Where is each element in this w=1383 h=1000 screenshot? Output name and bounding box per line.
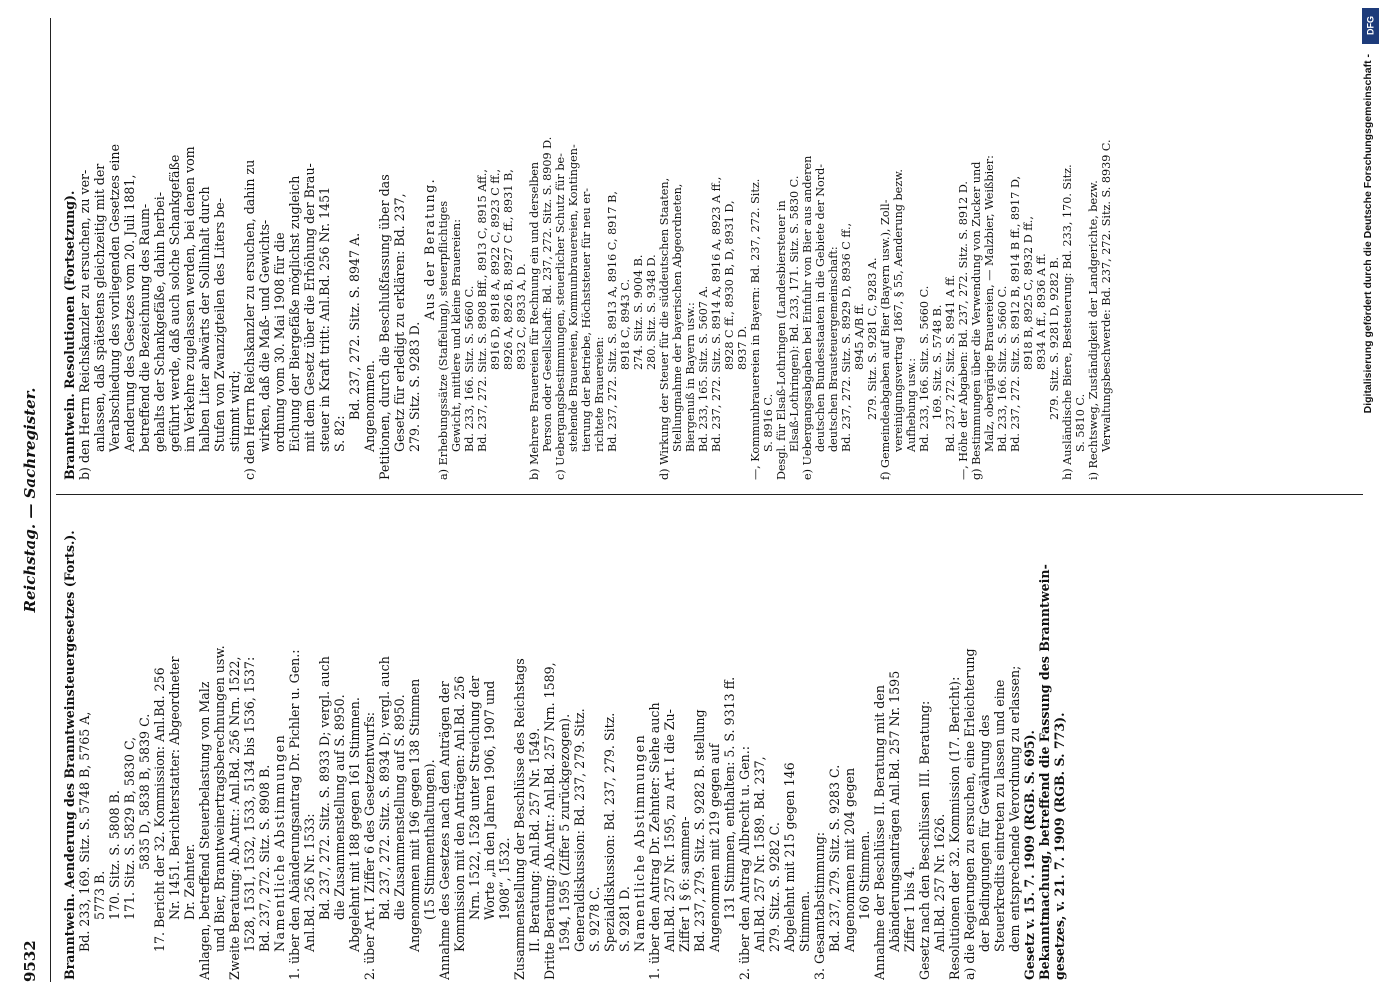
index-line: Annahme des Gesetzes nach den Anträgen der bbox=[437, 681, 452, 980]
index-line: Bd. 233, 165. Sitz. S. 5607 A. bbox=[697, 285, 710, 452]
index-line: 279. Sitz. S. 9282 C. bbox=[767, 822, 782, 952]
index-line: S. 8916 C. bbox=[762, 393, 775, 452]
index-line: Dritte Beratung: Ab.Antr.: Anl.Bd. 257 Nrn. 1589, bbox=[542, 662, 557, 980]
index-line: Namentliche Abstimmungen bbox=[632, 733, 647, 952]
header-rule bbox=[50, 18, 51, 982]
index-line: Spezialdiskussion: Bd. 237, 279. Sitz. bbox=[602, 712, 617, 952]
index-line: Abänderungsanträgen Anl.Bd. 257 Nr. 1595 bbox=[887, 670, 902, 952]
index-line: Resolutionen der 32. Kommission (17. Bericht): bbox=[947, 676, 962, 980]
index-line: wirken, daß die Maß- und Gewichts- bbox=[257, 219, 272, 452]
index-line: Bd. 233, 166. Sitz. S. 5660 C. bbox=[996, 285, 1009, 452]
index-line: Stufen von Zwanzigteilen des Liters be- bbox=[212, 198, 227, 452]
index-line: Nrn. 1522, 1528 unter Streichung der bbox=[467, 675, 482, 920]
index-line: Nr. 1451. Berichterstatter: Abgeordneter bbox=[167, 656, 182, 920]
index-line: i) Rechtsweg, Zuständigkeit der Landgerichte, bezw. bbox=[1087, 180, 1100, 480]
index-line: dem entsprechende Verordnung zu erlassen; bbox=[1007, 665, 1022, 952]
index-line: Verabschiedung des vorliegenden Gesetzes eine bbox=[107, 144, 122, 452]
index-line: S. 5810 C. bbox=[1074, 393, 1087, 452]
funding-note: Digitalisierung gefördert durch die Deutsche Forschungsgemeinschaft - bbox=[1362, 54, 1374, 414]
page-number: 9532 bbox=[21, 940, 39, 982]
index-line: stimmt wird; bbox=[227, 370, 242, 452]
index-line: Stimmen. bbox=[797, 890, 812, 952]
index-line: Petitionen, durch die Beschlußfassung über das bbox=[377, 174, 392, 480]
index-line: Anlagen, betreffend Steuerbelastung von Malz bbox=[197, 681, 212, 980]
index-line: Anl.Bd. 257 Nr. 1595, zu Art. I die Zu- bbox=[662, 709, 677, 952]
index-line: Bd. 237, 272. Sitz. S. 8914 A, 8916 A, 8923 A ff., bbox=[710, 176, 723, 452]
index-line: Bd. 237, 272. Sitz. S. 8908 Bff., 8913 C, 8915 Aff., bbox=[476, 169, 489, 452]
index-line: Bd. 237, 272. Sitz. S. 8908 B. bbox=[257, 764, 272, 952]
index-line: Person oder Gesellschaft: Bd. 237, 272. Sitz. S. 8909 D. bbox=[541, 136, 554, 452]
index-line: Gesetz v. 15. 7. 1909 (RGB. S. 695). bbox=[1022, 730, 1037, 980]
index-line: Kommission mit den Anträgen: Anl.Bd. 256 bbox=[452, 675, 467, 952]
index-line: Worte „in den Jahren 1906, 1907 und bbox=[482, 680, 497, 920]
index-line: Bd. 237, 272. Sitz. S. 8934 D; vergl. auch bbox=[377, 656, 392, 920]
index-line: g) Bestimmungen über die Verwendung von Zucker und bbox=[970, 161, 983, 480]
index-line: Bd. 237, 272. Sitz. S. 8933 D; vergl. auch bbox=[317, 656, 332, 920]
page-header bbox=[12, 18, 48, 982]
index-line: die Zusammenstellung auf S. 8950. bbox=[392, 694, 407, 920]
index-line: 8918 C, 8943 C. bbox=[619, 278, 632, 370]
index-line: d) Wirkung der Steuer für die süddeutschen Staaten, bbox=[658, 177, 671, 480]
index-line: a) die Regierungen zu ersuchen, eine Erleichterung bbox=[962, 648, 977, 980]
dfg-margin bbox=[1358, 0, 1383, 1000]
index-line: Bd. 237, 279. Sitz. S. 9282 B. stellung bbox=[692, 709, 707, 952]
index-line: c) den Herrn Reichskanzler zu ersuchen, dahin zu bbox=[242, 159, 257, 480]
index-line: Angenommen mit 219 gegen auf bbox=[707, 743, 722, 952]
index-line: ordnung vom 30. Mai 1908 für die bbox=[272, 232, 287, 452]
index-line: halben Liter abwärts der Sollinhalt durch bbox=[197, 186, 212, 452]
index-line: Desgl. für Elsaß-Lothringen (Landesbiersteuer in bbox=[775, 200, 788, 480]
index-line: Bd. 237, 272. Sitz. S. 8913 A, 8916 C, 8917 B, bbox=[606, 191, 619, 452]
index-line: Zusammenstellung der Beschlüsse des Reichstags bbox=[512, 658, 527, 980]
index-line: Bd. 237, 272. Sitz. S. 8912 B, 8914 B ff., 8917 D, bbox=[1009, 175, 1022, 452]
index-line: der Bedingungen für Gewährung des bbox=[977, 714, 992, 952]
index-line: Bekanntmachung, betreffend die Fassung des Branntwein- bbox=[1037, 564, 1052, 980]
index-line: b) Mehrere Brauereien für Rechnung ein und derselben bbox=[528, 161, 541, 480]
index-line: stehende Brauereien, Kommunbrauereien, Kontingen- bbox=[567, 144, 580, 452]
index-line: geführt werde, daß auch solche Schankgefäße bbox=[167, 154, 182, 452]
column-divider bbox=[56, 494, 1363, 495]
index-line: Ziffer 1 bis 4. bbox=[902, 866, 917, 952]
index-line: Branntwein. Resolutionen (Fortsetzung). bbox=[62, 190, 77, 480]
index-line: 169. Sitz. S. 5748 B. bbox=[931, 304, 944, 420]
index-line: 8937 D. bbox=[736, 325, 749, 370]
index-line: II. Beratung: Anl.Bd. 257 Nr. 1549. bbox=[527, 727, 542, 952]
index-line: a) Erhebungssätze (Staffelung), steuerpflichtiges bbox=[437, 200, 450, 480]
index-line: die Zusammenstellung auf S. 8950. bbox=[332, 694, 347, 920]
index-line: S. 9278 C. bbox=[587, 886, 602, 952]
index-line: h) Ausländische Biere, Besteuerung: Bd. 233, 170. Sitz. bbox=[1061, 164, 1074, 480]
index-line: Angenommen. bbox=[362, 360, 377, 452]
index-line: 8926 A, 8926 B, 8927 C ff., 8931 B, bbox=[502, 169, 515, 370]
index-line: betreffend die Bezeichnung des Raum- bbox=[137, 203, 152, 452]
index-line: S. 9281 D. bbox=[617, 886, 632, 952]
index-line: b) den Herrn Reichskanzler zu ersuchen, zu ver- bbox=[77, 169, 92, 480]
index-line: Bd. 233, 169. Sitz. S. 5748 B, 5765 A, bbox=[77, 711, 92, 952]
index-line: f) Gemeindeabgaben auf Bier (Bayern usw.), Zoll- bbox=[879, 199, 892, 480]
index-line: 1. über den Antrag Dr. Zehnter: Siehe auch bbox=[647, 702, 662, 980]
index-line: gehalts der Schankgefäße, dahin herbei- bbox=[152, 191, 167, 452]
index-line: Bd. 237, 272. Sitz. S. 8929 D, 8936 C ff., bbox=[840, 222, 853, 452]
index-line: Anl.Bd. 256 Nr. 1533: bbox=[302, 813, 317, 952]
index-line: Verwaltungsbeschwerde: Bd. 237, 272. Sitz. S. 8939 C. bbox=[1100, 139, 1113, 452]
index-line: Angenommen mit 204 gegen bbox=[842, 767, 857, 952]
index-line: 279. Sitz. S. 9283 D. bbox=[407, 321, 422, 452]
index-line: 1594, 1595 (Ziffer 5 zurückgezogen). bbox=[557, 713, 572, 952]
index-line: im Verkehre zugelassen werden, bei denen vom bbox=[182, 146, 197, 452]
index-line: Abgelehnt mit 188 gegen 161 Stimmen. bbox=[347, 697, 362, 952]
index-line: 171. Sitz. S. 5829 B, 5830 C, bbox=[122, 736, 137, 920]
index-line: Angenommen mit 196 gegen 138 Stimmen bbox=[407, 678, 422, 952]
index-line: 279. Sitz. S. 9281 D, 9282 B. bbox=[1048, 256, 1061, 420]
index-line: Branntwein. Aenderung des Branntweinsteuergesetzes (Forts.). bbox=[62, 530, 77, 980]
index-line: Eichung der Biergefäße möglichst zugleich bbox=[287, 175, 302, 452]
index-line: Anl.Bd. 257 Nr. 1626. bbox=[932, 813, 947, 952]
index-line: 8934 A ff., 8936 A ff. bbox=[1035, 253, 1048, 370]
index-line: und Bier, Branntweinertragsberechnungen usw. bbox=[212, 645, 227, 952]
left-column bbox=[62, 510, 1369, 980]
index-line: richtete Brauereien: bbox=[593, 336, 606, 452]
index-line: Namentliche Abstimmungen bbox=[272, 733, 287, 952]
index-line: 1. über den Abänderungsantrag Dr. Pichler u. Gen.: bbox=[287, 649, 302, 980]
index-line: 5773 B. bbox=[92, 870, 107, 920]
index-line: 8932 C, 8933 A, D. bbox=[515, 263, 528, 370]
index-line: Bd. 233, 166. Sitz. S. 5660 C. bbox=[463, 285, 476, 452]
index-line: 17. Bericht der 32. Kommission: Anl.Bd. 256 bbox=[152, 667, 167, 952]
page-title: Reichstag. — Sachregister. bbox=[21, 387, 39, 613]
index-line: Aufhebung usw.: bbox=[905, 357, 918, 452]
index-line: 3. Gesamtabstimmung: bbox=[812, 831, 827, 980]
index-line: Dr. Zehnter. bbox=[182, 843, 197, 920]
index-line: vereinigungsvertrag 1867, § 55, Aenderung bezw. bbox=[892, 169, 905, 452]
index-line: Anl.Bd. 257 Nr. 1589. Bd. 237, bbox=[752, 756, 767, 952]
index-line: Bd. 233, 166. Sitz. S. 5660 C. bbox=[918, 285, 931, 452]
index-line: Generaldiskussion: Bd. 237, 279. Sitz. bbox=[572, 708, 587, 952]
index-line: 2. über den Antrag Albrecht u. Gen.: bbox=[737, 745, 752, 980]
index-line: —, Kommunbrauereien in Bayern: Bd. 237, 272. Sitz. bbox=[749, 178, 762, 480]
index-line: 131 Stimmen, enthalten: 5. S. 9313 ff. bbox=[722, 676, 737, 920]
index-line: Abgelehnt mit 215 gegen 146 bbox=[782, 762, 797, 952]
index-line: S. 82: bbox=[332, 415, 347, 452]
index-line: 5835 D, 5838 B, 5839 C. bbox=[137, 713, 152, 870]
index-line: anlassen, daß spätestens gleichzeitig mit der bbox=[92, 163, 107, 452]
index-line: Zweite Beratung: Ab.Antr.: Anl.Bd. 256 Nrn. 1522, bbox=[227, 656, 242, 980]
index-line: 8918 B, 8925 C, 8932 D ff., bbox=[1022, 216, 1035, 370]
dfg-logo: DFG bbox=[1362, 8, 1379, 44]
index-line: Bd. 237, 279. Sitz. S. 9283 C. bbox=[827, 764, 842, 952]
index-line: 280. Sitz. S. 9348 D. bbox=[645, 254, 658, 370]
index-line: c) Uebergangsbestimmungen, steuerlicher Schutz für be- bbox=[554, 153, 567, 480]
index-line: gesetzes, v. 21. 7. 1909 (RGB. S. 773). bbox=[1052, 712, 1067, 980]
right-column bbox=[62, 18, 1369, 480]
index-line: deutschen Brausteuergemeinschaft: bbox=[827, 246, 840, 452]
index-line: Gesetz nach den Beschlüssen III. Beratung: bbox=[917, 700, 932, 980]
index-line: 1528, 1531, 1532, 1533, 5134 bis 1536, 1537: bbox=[242, 656, 257, 952]
index-line: deutschen Bundesstaaten in die Gebiete der Nord- bbox=[814, 163, 827, 452]
index-line: 274. Sitz. S. 9004 B. bbox=[632, 254, 645, 370]
index-line: 8916 D, 8918 A, 8922 C, 8923 C ff., bbox=[489, 168, 502, 370]
index-line: Elsaß-Lothringen): Bd. 233, 171. Sitz. S. 5830 C. bbox=[788, 175, 801, 452]
index-line: 279. Sitz. S. 9281 C, 9283 A. bbox=[866, 257, 879, 420]
index-line: Gewicht, mittlere und kleine Brauereien: bbox=[450, 219, 463, 452]
index-line: 1908“, 1532. bbox=[497, 837, 512, 920]
index-line: e) Uebergangsabgaben bei Einfuhr von Bier aus anderen bbox=[801, 155, 814, 480]
index-line: Stellungnahme der bayerischen Abgeordneten, bbox=[671, 183, 684, 452]
index-line: 160 Stimmen. bbox=[857, 830, 872, 920]
index-line: Ziffer 1 § 6: sammen- bbox=[677, 816, 692, 952]
index-line: (15 Stimmenthaltungen). bbox=[422, 759, 437, 920]
index-line: —, Höhe der Abgaben: Bd. 237, 272. Sitz. S. 8912 D. bbox=[957, 181, 970, 480]
index-line: Gesetz für erledigt zu erklären: Bd. 237, bbox=[392, 193, 407, 452]
index-line: 170. Sitz. S. 5808 B. bbox=[107, 790, 122, 920]
index-line: 2. über Art. I Ziffer 6 des Gesetzentwurfs: bbox=[362, 711, 377, 980]
index-line: Bd. 237, 272. Sitz. S. 8941 A ff. bbox=[944, 274, 957, 452]
index-line: mit dem Gesetz über die Erhöhung der Brau- bbox=[302, 163, 317, 452]
index-line: Annahme der Beschlüsse II. Beratung mit den bbox=[872, 685, 887, 980]
index-line: tierung der Betriebe, Höchststeuer für neu er- bbox=[580, 187, 593, 452]
index-line: 8945 A/B ff. bbox=[853, 303, 866, 370]
index-line: Biergenuß in Bayern usw.: bbox=[684, 302, 697, 452]
index-line: Bd. 237, 272. Sitz. S. 8947 A. bbox=[347, 232, 362, 420]
index-line: Steuerkredits eintreten zu lassen und eine bbox=[992, 679, 1007, 952]
index-line: steuer in Kraft tritt: Anl.Bd. 256 Nr. 1451 bbox=[317, 186, 332, 452]
index-line: 8928 C ff., 8930 B, D, 8931 D, bbox=[723, 200, 736, 370]
index-line: Malz, obergärige Brauereien, — Malzbier, Weißbier: bbox=[983, 155, 996, 452]
index-line: Aenderung des Gesetzes vom 20. Juli 1881, bbox=[122, 174, 137, 452]
index-line: Aus der Beratung. bbox=[422, 177, 437, 321]
